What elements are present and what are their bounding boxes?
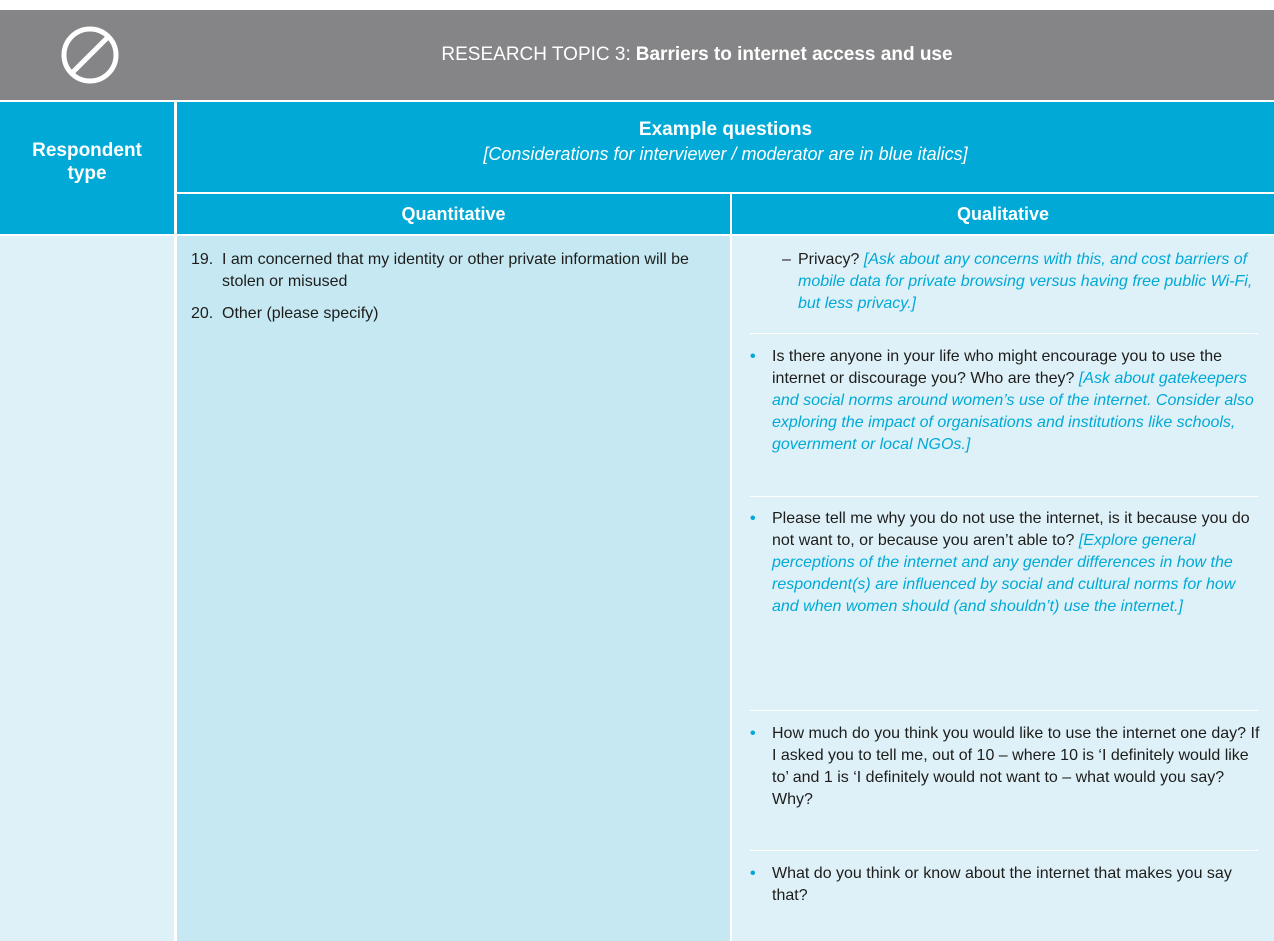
item-text: I am concerned that my identity or other private information will be stolen or misused	[222, 251, 689, 290]
question-text: What do you think or know about the internet that makes you say that?	[772, 865, 1232, 904]
quantitative-cell	[177, 236, 730, 941]
divider	[750, 850, 1258, 851]
question-text: Privacy?	[798, 251, 860, 268]
topic-title-prefix: RESEARCH TOPIC 3:	[441, 44, 631, 65]
topic-title	[0, 10, 1274, 100]
divider	[750, 333, 1258, 334]
quantitative-list	[191, 249, 711, 335]
bullet-marker: •	[750, 348, 756, 365]
item-text: Other (please specify)	[222, 305, 379, 322]
dash-marker: –	[782, 251, 791, 268]
question-text: Is there anyone in your life who might encourage you to use the internet or discourage you? Who are they?	[772, 348, 1223, 387]
moderator-note: [Ask about any concerns with this, and cost barriers of mobile data for private browsing versus having free public Wi-Fi, but less privacy.]	[798, 251, 1253, 312]
list-item	[750, 249, 1260, 315]
respondent-type-header	[0, 102, 174, 234]
example-questions-header	[177, 102, 1274, 192]
item-number: 19.	[191, 251, 214, 268]
respondent-type-cell	[0, 236, 174, 941]
moderator-note: [Explore general perceptions of the internet and any gender differences in how the respondent(s) are influenced by social and cultural norms for how and when women should (and shouldn’t) use the internet.]	[772, 532, 1236, 615]
example-questions-title: Example questions	[638, 119, 813, 140]
respondent-type-label: Respondent type	[32, 140, 142, 184]
list-item	[750, 508, 1260, 618]
divider	[750, 496, 1258, 497]
moderator-note: [Ask about gatekeepers and social norms around women’s use of the internet. Consider also exploring the impact of organisations and institutions like schools, government or local NGOs.]	[772, 370, 1254, 453]
list-item	[750, 346, 1260, 456]
quantitative-label: Quantitative	[401, 203, 506, 224]
example-questions-subtitle: [Considerations for interviewer / moderator are in blue italics]	[483, 144, 968, 164]
qualitative-header	[732, 194, 1274, 234]
list-item	[750, 863, 1260, 907]
bullet-marker: •	[750, 865, 756, 882]
question-text: How much do you think you would like to use the internet one day? If I asked you to tell me, out of 10 – where 10 is ‘I definitely would like to’ and 1 is ‘I definitely would not want to – what would you say? Why?	[772, 725, 1260, 808]
bullet-marker: •	[750, 725, 756, 742]
quantitative-header	[177, 194, 730, 234]
qualitative-cell	[732, 236, 1274, 941]
bullet-marker: •	[750, 510, 756, 527]
list-item	[750, 723, 1260, 811]
topic-header	[0, 10, 1274, 100]
list-item	[191, 303, 711, 325]
question-text: Please tell me why you do not use the internet, is it because you do not want to, or because you aren’t able to?	[772, 510, 1250, 549]
divider	[750, 710, 1258, 711]
item-number: 20.	[191, 305, 214, 322]
qualitative-label: Qualitative	[956, 203, 1050, 224]
topic-title-bold: Barriers to internet access and use	[635, 44, 953, 65]
list-item	[191, 249, 711, 293]
